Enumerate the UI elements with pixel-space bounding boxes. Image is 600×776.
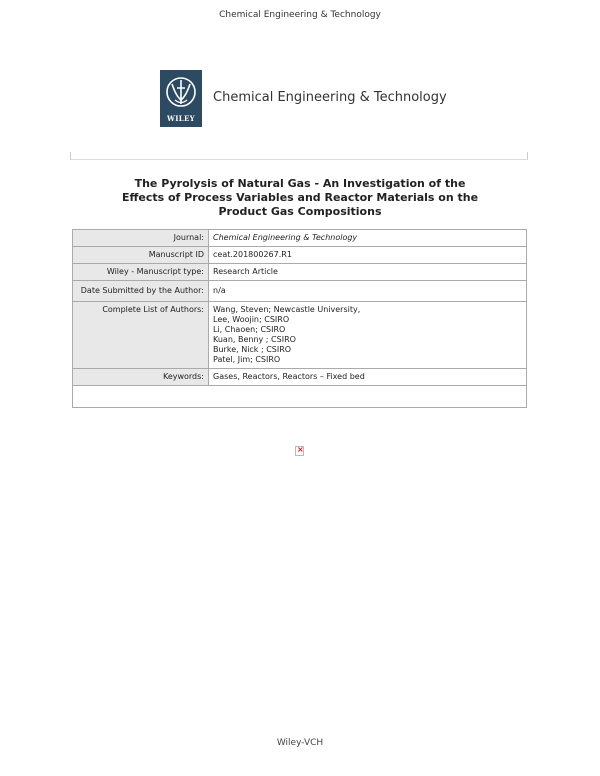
- table-row: [73, 386, 527, 408]
- table-row: [73, 230, 527, 247]
- broken-image-icon: ×: [297, 445, 304, 454]
- running-header: Chemical Engineering & Technology: [219, 10, 381, 20]
- title-line: Effects of Process Variables and Reactor Materials on the: [121, 191, 479, 204]
- journal-label: Journal:: [73, 230, 209, 247]
- table-row: [73, 281, 527, 302]
- manuscript-metadata-table: [72, 229, 527, 408]
- date-submitted-value: n/a: [209, 281, 527, 302]
- journal-value: Chemical Engineering & Technology: [209, 230, 527, 247]
- title-line: Product Gas Compositions: [218, 205, 382, 218]
- table-row: [73, 247, 527, 264]
- date-submitted-label: Date Submitted by the Author:: [73, 281, 209, 302]
- keywords-value: Gases, Reactors, Reactors – Fixed bed: [209, 369, 527, 386]
- page-footer: Wiley-VCH: [276, 738, 324, 748]
- table-row: [73, 369, 527, 386]
- manuscript-type-label: Wiley - Manuscript type:: [73, 264, 209, 281]
- manuscript-type-value: Research Article: [209, 264, 527, 281]
- empty-cell: [73, 386, 527, 408]
- table-row: [73, 302, 527, 369]
- journal-logo: [160, 70, 540, 130]
- paper-title: [90, 177, 510, 219]
- table-row: [73, 264, 527, 281]
- author-entry: Burke, Nick ; CSIRO: [213, 345, 292, 354]
- author-entry: Lee, Woojin; CSIRO: [213, 315, 290, 324]
- journal-name: Chemical Engineering & Technology: [213, 90, 447, 105]
- keywords-label: Keywords:: [73, 369, 209, 386]
- title-line: The Pyrolysis of Natural Gas - An Investigation of the: [134, 177, 466, 190]
- author-entry: Wang, Steven; Newcastle University,: [213, 305, 361, 314]
- wiley-wordmark: WILEY: [167, 114, 195, 123]
- manuscript-id-label: Manuscript ID: [73, 247, 209, 264]
- manuscript-id-value: ceat.201800267.R1: [209, 247, 527, 264]
- wiley-logo-icon: [160, 70, 202, 127]
- author-entry: Li, Chaoen; CSIRO: [213, 325, 286, 334]
- authors-list: [209, 302, 527, 369]
- separator: [70, 152, 528, 160]
- author-entry: Patel, Jim; CSIRO: [213, 355, 281, 364]
- authors-label: Complete List of Authors:: [73, 302, 209, 369]
- author-entry: Kuan, Benny ; CSIRO: [213, 335, 296, 344]
